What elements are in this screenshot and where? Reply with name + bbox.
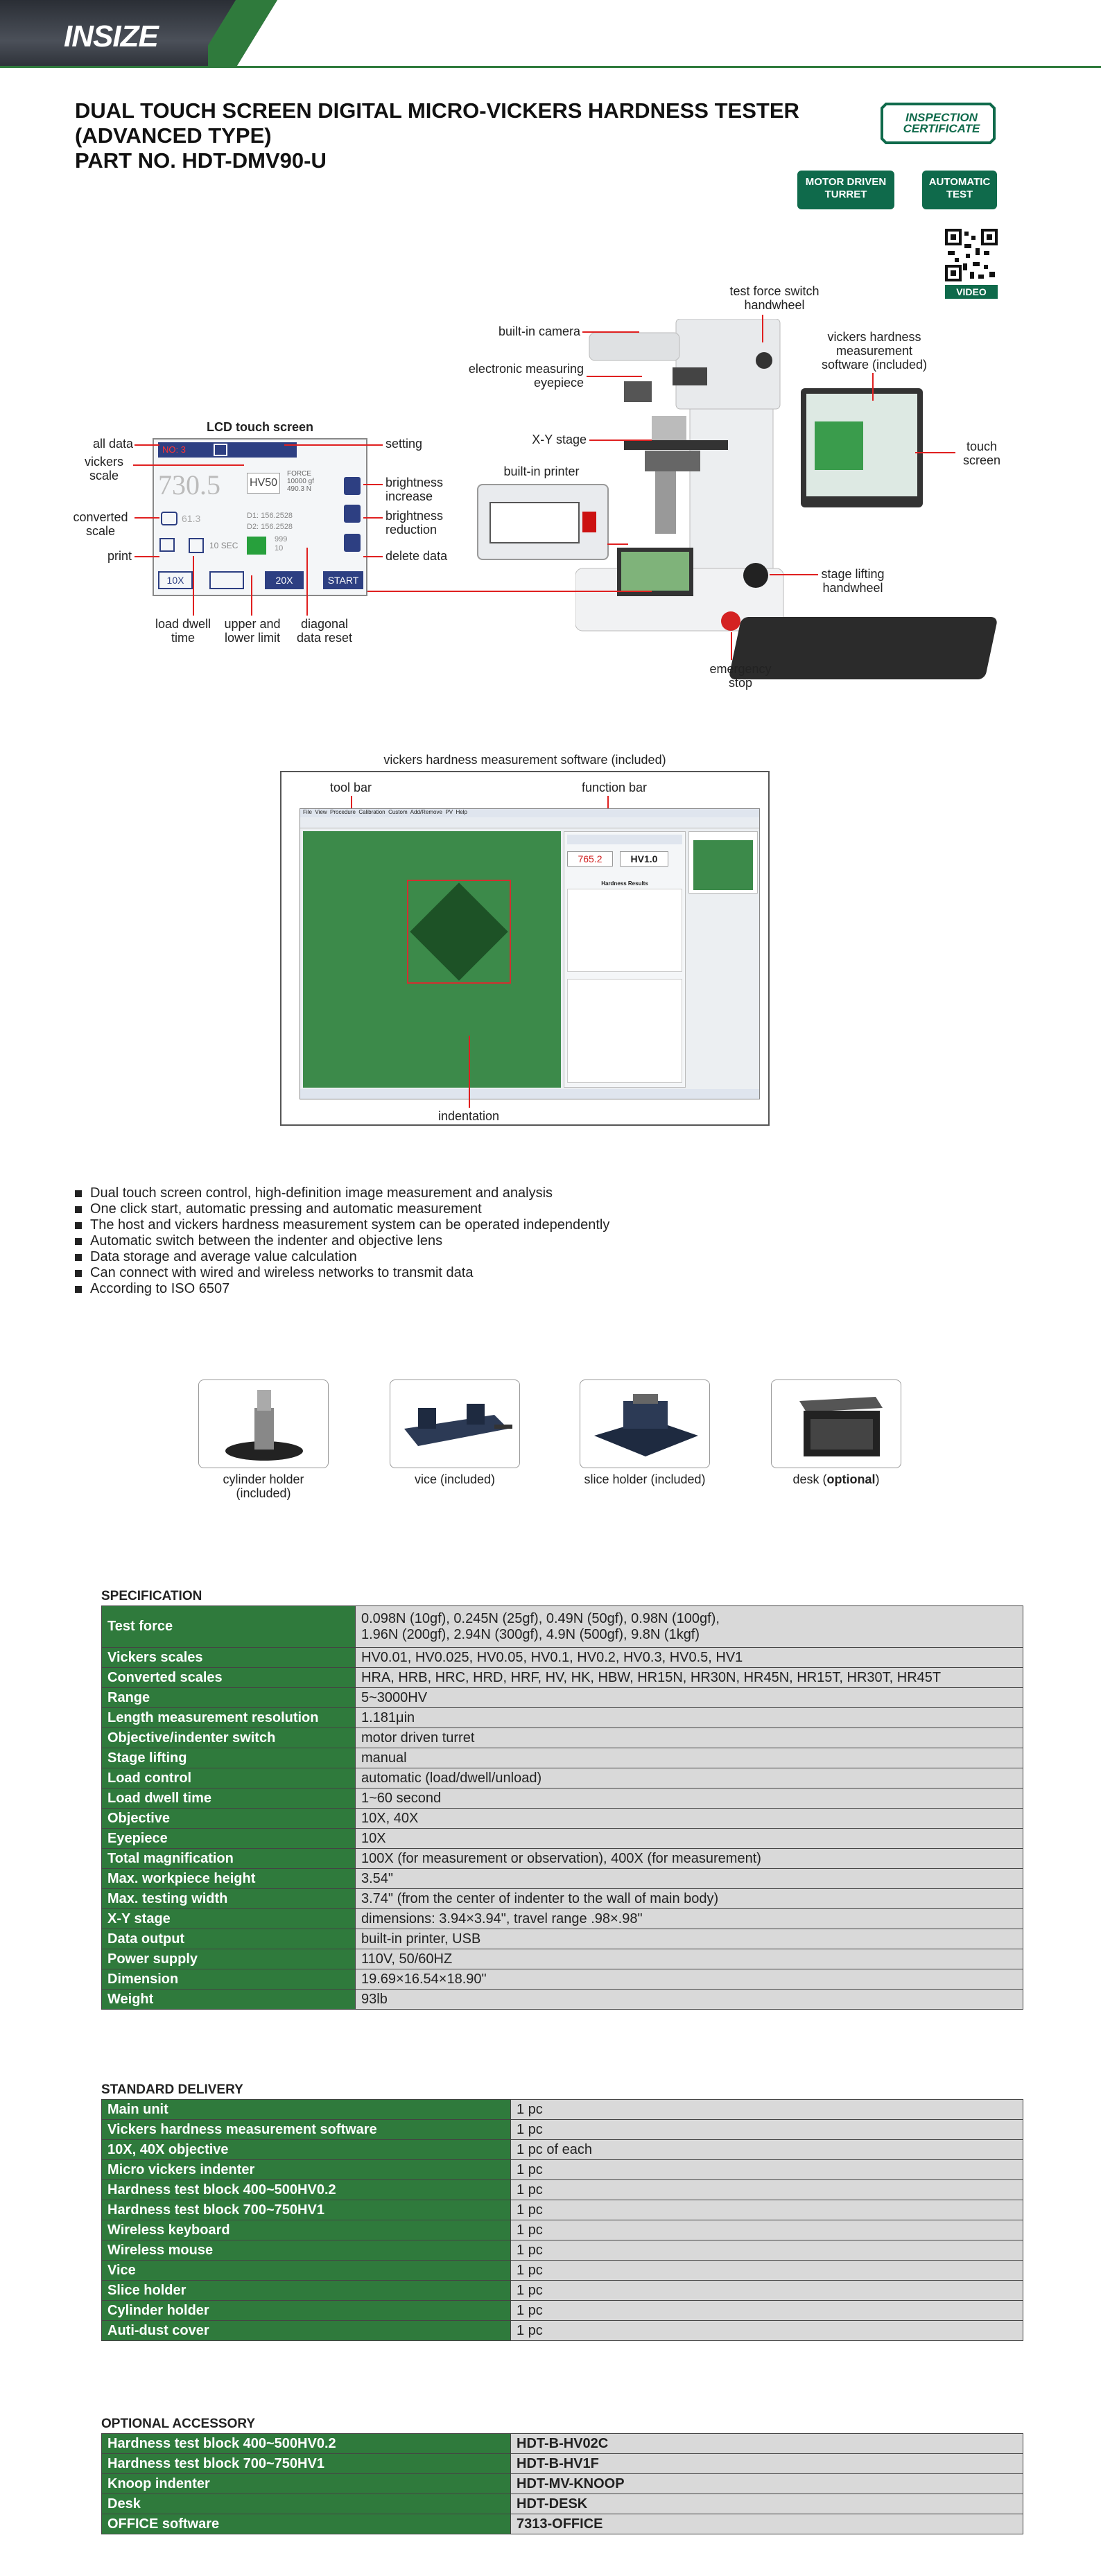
tool-bar [300,817,759,828]
delete-data-icon[interactable] [344,534,361,552]
table-row [102,1929,1023,1949]
printer-inset [477,484,609,560]
force-value: 10000 gf [287,478,314,485]
qr-code-icon [945,229,998,281]
diagonal-d2: D2: 156.2528 [247,523,293,531]
optional-accessory-heading: OPTIONAL ACCESSORY [101,2417,256,2431]
inspection-certificate-badge [872,101,997,144]
table-row [102,2261,1023,2281]
label-emergency-stop: emergency stop [709,662,772,690]
print-icon[interactable] [159,538,175,552]
spec-key: Objective/indenter switch [102,1728,356,1748]
leader-line [363,484,383,485]
tester-machine-icon [575,319,797,645]
label-electronic-eyepiece: electronic measuring eyepiece [468,362,584,390]
label-built-in-camera: built-in camera [498,324,581,338]
delivery-qty: 1 pc [511,2261,1023,2281]
table-row [102,2454,1023,2474]
delivery-item: Vickers hardness measurement software [102,2120,511,2140]
spec-value: automatic (load/dwell/unload) [356,1768,1023,1789]
optional-accessory-table [101,2433,1023,2534]
hardness-reading: 765.2 [567,851,613,867]
badge-text: MOTOR DRIVEN [805,176,887,188]
image-preview [688,831,758,894]
spec-key: Power supply [102,1949,356,1969]
leader-line [251,575,252,616]
standard-delivery-heading: STANDARD DELIVERY [101,2082,243,2097]
lcd-dwell [209,541,238,550]
badge-text: TURRET [824,189,867,200]
slice-holder-image [580,1380,710,1468]
leader-line [770,574,818,575]
table-row [102,2160,1023,2180]
lcd-label-delete-data: delete data [385,549,448,563]
spec-value [356,1606,1023,1648]
force-newton: 490.3 N [287,485,312,493]
spec-key: Weight [102,1990,356,2010]
leader-line [363,556,383,557]
label-function-bar: function bar [581,781,648,794]
spec-key: Max. testing width [102,1889,356,1909]
table-row [102,2220,1023,2240]
label-test-force-switch: test force switch handwheel [729,284,820,312]
table-row [102,1969,1023,1990]
leader-line [306,548,308,616]
header-rule [0,66,1101,68]
all-data-icon[interactable] [214,444,227,456]
specification-heading: SPECIFICATION [101,1589,202,1603]
optional-part-no: 7313-OFFICE [511,2514,1023,2534]
monitor-screen [806,394,917,496]
spec-key: X-Y stage [102,1909,356,1929]
delivery-item: 10X, 40X objective [102,2140,511,2160]
table-row [102,2474,1023,2494]
lcd-label-print: print [107,549,132,563]
delivery-qty: 1 pc [511,2200,1023,2220]
lcd-label-limits: upper and lower limit [224,617,281,645]
table-row [102,2434,1023,2454]
spec-value: 1.181μin [356,1708,1023,1728]
leader-line [607,543,628,545]
vice-caption: vice (included) [414,1472,496,1486]
settings-panel [567,979,682,1083]
slice-holder-icon [580,1380,711,1469]
spec-value: 19.69×16.54×18.90" [356,1969,1023,1990]
mag-10x-button[interactable]: 10X [158,571,193,589]
spec-value: HV0.01, HV0.025, HV0.05, HV0.1, HV0.2, HV0.3, HV0.5, HV1 [356,1648,1023,1668]
optional-item: Desk [102,2494,511,2514]
leader-line [582,331,639,333]
load-dwell-icon[interactable] [189,538,204,553]
spec-value-line: 0.098N (10gf), 0.245N (25gf), 0.49N (50gf), 0.98N (100gf), [361,1610,720,1626]
upper-limit: 999 [275,535,288,543]
lcd-record-number[interactable]: NO: 3 [158,442,283,458]
spec-key: Length measurement resolution [102,1708,356,1728]
list-item: One click start, automatic pressing and automatic measurement [75,1201,609,1217]
list-item: The host and vickers hardness measurement system can be operated independently [75,1217,609,1233]
table-row [102,1708,1023,1728]
lcd-hardness-value: 730.5 [158,469,220,501]
optional-part-no: HDT-B-HV1F [511,2454,1023,2474]
spec-value: 1~60 second [356,1789,1023,1809]
lcd-label-setting: setting [385,437,423,451]
lcd-touch-screen [153,438,367,596]
diagonal-d1: D1: 156.2528 [247,512,293,520]
cylinder-holder-icon [199,1380,329,1469]
spec-value: built-in printer, USB [356,1929,1023,1949]
table-row [102,1789,1023,1809]
table-row [102,2200,1023,2220]
delivery-qty: 1 pc [511,2281,1023,2301]
delivery-item: Micro vickers indenter [102,2160,511,2180]
table-row [102,1949,1023,1969]
confirm-icon[interactable] [247,537,266,555]
table-row [102,2120,1023,2140]
delivery-qty: 1 pc [511,2100,1023,2120]
spec-value: 3.54" [356,1869,1023,1889]
leader-line [915,452,955,453]
leader-line [469,1036,470,1108]
spec-value: manual [356,1748,1023,1768]
leader-line [133,464,244,466]
caption-text: desk ( [792,1472,827,1486]
software-window [300,808,760,1099]
printer-body [489,502,580,543]
spec-value: 110V, 50/60HZ [356,1949,1023,1969]
dwell-unit: SEC [220,541,239,550]
limit-button[interactable] [209,571,244,589]
delivery-item: Wireless keyboard [102,2220,511,2240]
page-title [75,98,838,173]
delivery-qty: 1 pc [511,2321,1023,2341]
table-row [102,1829,1023,1849]
spec-value: 5~3000HV [356,1688,1023,1708]
indentation-image [303,831,561,1088]
spec-value: 10X [356,1829,1023,1849]
spec-key: Eyepiece [102,1829,356,1849]
delivery-qty: 1 pc of each [511,2140,1023,2160]
cert-line-2: CERTIFICATE [903,122,980,135]
printer-led [582,512,596,532]
lcd-label-all-data: all data [92,437,133,451]
leader-line [731,632,732,660]
status-bar [300,1089,759,1099]
spec-value: 3.74" (from the center of indenter to the wall of main body) [356,1889,1023,1909]
table-row [102,2100,1023,2120]
table-row [102,1990,1023,2010]
spec-key: Data output [102,1929,356,1949]
spec-value-line: 1.96N (200gf), 2.94N (300gf), 4.9N (500gf), 9.8N (1kgf) [361,1626,700,1642]
list-item: Can connect with wired and wireless networks to transmit data [75,1265,609,1281]
delivery-item: Cylinder holder [102,2301,511,2321]
delivery-item: Main unit [102,2100,511,2120]
table-row [102,2321,1023,2341]
caption-optional: optional [826,1472,876,1486]
spec-value: motor driven turret [356,1728,1023,1748]
leader-line [135,444,159,446]
table-row [102,1688,1023,1708]
caption-line: cylinder holder [223,1472,304,1486]
table-row [102,2180,1023,2200]
table-row [102,2281,1023,2301]
title-line-1: DUAL TOUCH SCREEN DIGITAL MICRO-VICKERS HARDNESS TESTER [75,98,799,123]
touch-screen-monitor [801,388,923,507]
table-row [102,1606,1023,1648]
mag-20x-button[interactable]: 20X [265,571,304,589]
spec-value: HRA, HRB, HRC, HRD, HRF, HV, HK, HBW, HR15N, HR30N, HR45N, HR15T, HR30T, HR45T [356,1668,1023,1688]
results-heading: Hardness Results [601,880,648,887]
leader-line [363,517,383,519]
lcd-force-info [287,470,314,493]
desk-caption [746,1472,926,1486]
motor-driven-turret-badge [797,171,894,209]
list-item: According to ISO 6507 [75,1281,609,1297]
start-button[interactable]: START [323,571,363,589]
desk-image [771,1380,901,1468]
delivery-item: Vice [102,2261,511,2281]
spec-value: dimensions: 3.94×3.94", travel range .98×.98" [356,1909,1023,1929]
lcd-limits [275,535,287,553]
label-built-in-printer: built-in printer [503,464,580,478]
spec-key: Load control [102,1768,356,1789]
title-line-2: (ADVANCED TYPE) [75,123,272,148]
leader-line [284,444,383,446]
spec-value: 100X (for measurement or observation), 400X (for measurement) [356,1849,1023,1869]
spec-key: Test force [102,1606,356,1648]
menu-view[interactable]: View [315,809,327,815]
brightness-reduction-icon[interactable] [344,505,361,523]
optional-item: Knoop indenter [102,2474,511,2494]
cert-line-1: INSPECTION [905,111,978,124]
vice-icon [390,1380,521,1469]
delivery-qty: 1 pc [511,2240,1023,2261]
label-xy-stage: X-Y stage [532,433,587,446]
optional-item: Hardness test block 400~500HV0.2 [102,2434,511,2454]
delivery-qty: 1 pc [511,2220,1023,2240]
menu-calibration[interactable]: Calibration [358,809,385,815]
results-panel [564,831,686,1088]
page-header [0,0,1101,69]
menu-custom[interactable]: Custom [388,809,408,815]
leader-line [135,517,159,519]
lcd-connector-line [367,591,652,592]
desk-icon [772,1380,902,1469]
leader-line [589,440,652,441]
spec-key: Max. workpiece height [102,1869,356,1889]
table-row [102,1768,1023,1789]
optional-part-no: HDT-B-HV02C [511,2434,1023,2454]
force-label: FORCE [287,470,311,478]
caption-text: ) [875,1472,880,1486]
optional-item: Hardness test block 700~750HV1 [102,2454,511,2474]
table-row [102,1809,1023,1829]
table-row [102,1648,1023,1668]
spec-key: Range [102,1688,356,1708]
menu-add-remove[interactable]: Add/Remove [410,809,442,815]
delivery-item: Hardness test block 700~750HV1 [102,2200,511,2220]
leader-line [587,376,642,377]
lcd-title: LCD touch screen [206,420,314,434]
table-row [102,2140,1023,2160]
delivery-item: Slice holder [102,2281,511,2301]
converted-scale-icon[interactable] [161,512,177,525]
spec-key: Load dwell time [102,1789,356,1809]
feature-list [75,1185,609,1297]
delivery-qty: 1 pc [511,2160,1023,2180]
delivery-item: Wireless mouse [102,2240,511,2261]
spec-value: 93lb [356,1990,1023,2010]
preview-thumbnail [693,840,753,890]
menu-procedure[interactable]: Procedure [330,809,356,815]
specification-table [101,1605,1023,2010]
table-row [102,2240,1023,2261]
software-screenshot [280,771,770,1126]
optional-item: OFFICE software [102,2514,511,2534]
lcd-label-vickers-scale: vickers scale [84,455,123,482]
lcd-diagonals [247,510,293,532]
menu-help[interactable]: Help [456,809,467,815]
video-label: VIDEO [945,285,998,299]
vickers-scale-button[interactable]: HV50 [247,473,280,494]
cylinder-holder-image [198,1380,329,1468]
spec-key: Converted scales [102,1668,356,1688]
table-row [102,1728,1023,1748]
badge-text: TEST [946,189,973,200]
table-row [102,1748,1023,1768]
part-number: PART NO. HDT-DMV90-U [75,148,327,173]
dwell-seconds: 10 [209,541,219,550]
lower-limit: 10 [275,544,284,552]
function-bar [567,835,682,844]
label-tool-bar: tool bar [329,781,372,794]
list-item: Dual touch screen control, high-definition image measurement and analysis [75,1185,609,1201]
monitor-image [815,421,863,470]
results-table [567,889,682,972]
label-vickers-software: vickers hardness measurement software (included) [821,330,928,372]
spec-key: Stage lifting [102,1748,356,1768]
optional-part-no: HDT-MV-KNOOP [511,2474,1023,2494]
spec-value: 10X, 40X [356,1809,1023,1829]
list-item: Data storage and average value calculation [75,1249,609,1265]
spec-key: Dimension [102,1969,356,1990]
table-row [102,2301,1023,2321]
cylinder-holder-caption [173,1472,354,1500]
brand-logo: INSIZE [64,19,158,53]
list-item: Automatic switch between the indenter and objective lens [75,1233,609,1249]
delivery-qty: 1 pc [511,2120,1023,2140]
menu-bar [300,809,759,817]
leader-line [872,373,874,401]
table-row [102,1869,1023,1889]
hardness-scale[interactable]: HV1.0 [620,851,668,867]
leader-line [762,315,763,342]
lcd-label-brightness-increase: brightness increase [385,476,444,503]
lcd-label-load-dwell: load dwell time [155,617,211,645]
emergency-stop-button [721,611,740,631]
menu-file[interactable]: File [303,809,312,815]
vice-image [390,1380,520,1468]
table-row [102,2514,1023,2534]
lcd-label-converted-scale: converted scale [73,510,128,538]
delivery-qty: 1 pc [511,2180,1023,2200]
leader-line [193,556,194,616]
label-stage-lifting: stage lifting handwheel [821,567,885,595]
lcd-label-brightness-reduction: brightness reduction [385,509,444,537]
lcd-converted-value: 61.3 [182,513,201,524]
leader-line [135,556,159,557]
automatic-test-badge [922,171,997,209]
caption-line: (included) [236,1486,291,1500]
optional-part-no: HDT-DESK [511,2494,1023,2514]
table-row [102,1909,1023,1929]
label-touch-screen: touch screen [962,440,1001,467]
table-row [102,1668,1023,1688]
hardness-tester-illustration [575,319,797,645]
delivery-item: Auti-dust cover [102,2321,511,2341]
menu-pv[interactable]: PV [445,809,453,815]
delivery-item: Hardness test block 400~500HV0.2 [102,2180,511,2200]
table-row [102,1889,1023,1909]
table-row [102,1849,1023,1869]
spec-key: Vickers scales [102,1648,356,1668]
slice-holder-caption: slice holder (included) [584,1472,706,1486]
label-indentation: indentation [437,1109,500,1123]
delivery-qty: 1 pc [511,2301,1023,2321]
spec-key: Objective [102,1809,356,1829]
video-qr-code[interactable] [945,229,998,295]
standard-delivery-table [101,2099,1023,2341]
brightness-increase-icon[interactable] [344,477,361,495]
lcd-label-diagonal-reset: diagonal data reset [296,617,353,645]
table-row [102,2494,1023,2514]
software-caption: vickers hardness measurement software (included) [383,753,666,767]
spec-key: Total magnification [102,1849,356,1869]
badge-text: AUTOMATIC [928,176,991,188]
